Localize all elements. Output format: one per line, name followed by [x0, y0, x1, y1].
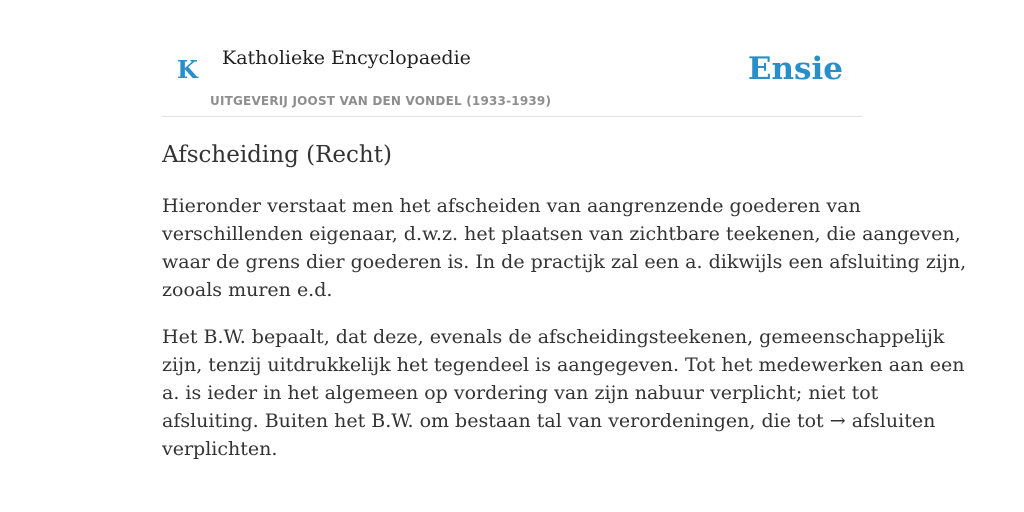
article-paragraph-2	[162, 323, 965, 463]
paragraph-line: verplichten.	[162, 438, 278, 460]
article-paragraph-1	[162, 192, 967, 304]
site-header	[162, 36, 862, 117]
paragraph-line: waar de grens dier goederen is. In de practijk zal een a. dikwijls een afsluiting zijn,	[162, 251, 967, 273]
paragraph-line: zooals muren e.d.	[162, 279, 333, 301]
encyclopedia-logo[interactable]: K	[177, 55, 198, 84]
encyclopedia-title[interactable]: Katholieke Encyclopaedie	[222, 47, 471, 69]
paragraph-line: a. is ieder in het algemeen op vordering van zijn nabuur verplicht; niet tot	[162, 382, 879, 404]
paragraph-line: Hieronder verstaat men het afscheiden van aangrenzende goederen van	[162, 195, 861, 217]
paragraph-line: Het B.W. bepaalt, dat deze, evenals de afscheidingsteekenen, gemeenschappelijk	[162, 326, 945, 348]
brand-logo[interactable]: Ensie	[747, 51, 843, 87]
paragraph-line: verschillenden eigenaar, d.w.z. het plaatsen van zichtbare teekenen, die aangeven,	[162, 223, 961, 245]
publisher-line: UITGEVERIJ JOOST VAN DEN VONDEL (1933-1939)	[210, 94, 552, 108]
article-title: Afscheiding (Recht)	[162, 142, 392, 168]
paragraph-line: zijn, tenzij uitdrukkelijk het tegendeel is aangegeven. Tot het medewerken aan een	[162, 354, 965, 376]
paragraph-line: afsluiting. Buiten het B.W. om bestaan tal van verordeningen, die tot → afsluiten	[162, 410, 936, 432]
